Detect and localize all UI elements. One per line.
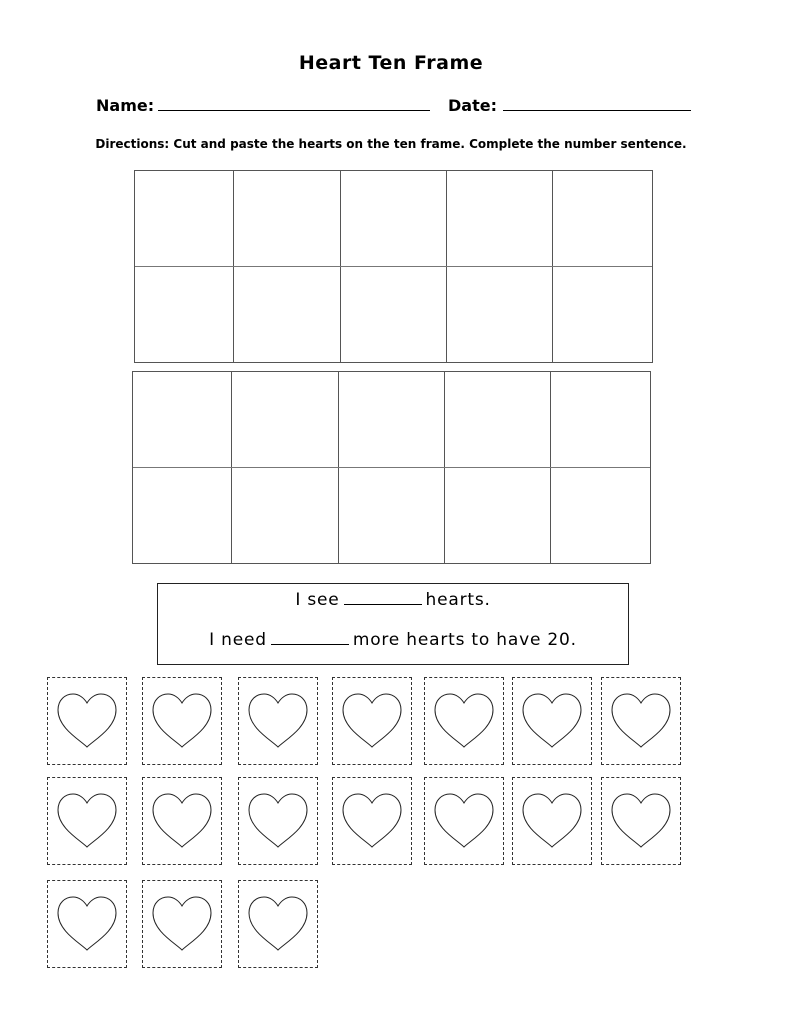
name-label: Name: xyxy=(96,96,155,115)
heart-outline-icon xyxy=(519,691,585,751)
heart-card[interactable] xyxy=(142,880,222,968)
heart-outline-icon xyxy=(54,894,120,954)
heart-card[interactable] xyxy=(47,777,127,865)
heart-outline-icon xyxy=(54,691,120,751)
heart-outline-icon xyxy=(339,791,405,851)
sentence-see xyxy=(158,590,628,610)
heart-card[interactable] xyxy=(47,677,127,765)
heart-card[interactable] xyxy=(142,777,222,865)
heart-card[interactable] xyxy=(601,677,681,765)
ten-frame-2 xyxy=(132,371,651,564)
heart-card[interactable] xyxy=(424,777,504,865)
heart-card[interactable] xyxy=(512,677,592,765)
heart-outline-icon xyxy=(431,791,497,851)
sentence-need-end: more hearts to have 20. xyxy=(352,630,577,650)
heart-outline-icon xyxy=(149,894,215,954)
heart-card[interactable] xyxy=(238,677,318,765)
ten-frame-1 xyxy=(134,170,653,363)
sentence-see-start: I see xyxy=(295,590,340,610)
heart-card[interactable] xyxy=(47,880,127,968)
directions-text: Directions: Cut and paste the hearts on the ten frame. Complete the number sentence. xyxy=(95,137,687,151)
heart-card[interactable] xyxy=(238,777,318,865)
see-count-blank[interactable] xyxy=(344,590,422,605)
heart-card[interactable] xyxy=(601,777,681,865)
heart-outline-icon xyxy=(245,691,311,751)
heart-outline-icon xyxy=(54,791,120,851)
date-label: Date: xyxy=(448,96,497,115)
heart-outline-icon xyxy=(149,691,215,751)
heart-card[interactable] xyxy=(332,677,412,765)
heart-outline-icon xyxy=(608,691,674,751)
heart-outline-icon xyxy=(149,791,215,851)
heart-outline-icon xyxy=(245,894,311,954)
sentence-need xyxy=(158,630,628,650)
heart-outline-icon xyxy=(431,691,497,751)
name-line[interactable] xyxy=(158,96,430,111)
date-line[interactable] xyxy=(503,96,691,111)
sentence-need-start: I need xyxy=(209,630,267,650)
heart-card[interactable] xyxy=(512,777,592,865)
heart-card[interactable] xyxy=(332,777,412,865)
heart-outline-icon xyxy=(245,791,311,851)
heart-card[interactable] xyxy=(424,677,504,765)
heart-outline-icon xyxy=(519,791,585,851)
worksheet-title: Heart Ten Frame xyxy=(298,52,484,74)
need-count-blank[interactable] xyxy=(271,630,349,645)
name-field[interactable] xyxy=(96,96,430,115)
heart-card[interactable] xyxy=(238,880,318,968)
number-sentence-box xyxy=(157,583,629,665)
heart-card[interactable] xyxy=(142,677,222,765)
heart-outline-icon xyxy=(608,791,674,851)
date-field[interactable] xyxy=(448,96,691,115)
sentence-see-end: hearts. xyxy=(425,590,491,610)
heart-outline-icon xyxy=(339,691,405,751)
